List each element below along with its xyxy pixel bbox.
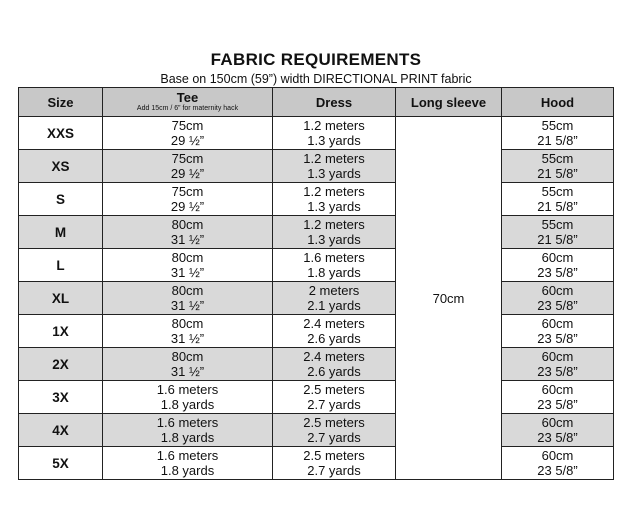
table-row <box>19 282 614 315</box>
page-title: FABRIC REQUIREMENTS <box>210 50 422 69</box>
hood-secondary: 21 5/8” <box>537 133 578 148</box>
dress-cell <box>273 216 396 249</box>
hood-secondary: 21 5/8” <box>537 232 578 247</box>
tee-secondary: 31 ½” <box>170 298 205 313</box>
hood-secondary: 23 5/8” <box>537 265 578 280</box>
table-row <box>19 117 614 150</box>
tee-cell <box>103 348 273 381</box>
hood-primary: 60cm <box>541 415 574 430</box>
dress-cell <box>273 183 396 216</box>
dress-secondary: 2.7 yards <box>307 397 361 412</box>
tee-secondary: 31 ½” <box>170 364 205 379</box>
dress-cell <box>273 447 396 480</box>
dress-primary: 2 meters <box>308 283 360 298</box>
dress-primary: 2.5 meters <box>303 382 365 397</box>
table-row <box>19 216 614 249</box>
dress-secondary: 1.3 yards <box>307 133 361 148</box>
table-row <box>19 348 614 381</box>
hood-primary: 60cm <box>541 250 574 265</box>
table-row <box>19 183 614 216</box>
table-row <box>19 447 614 480</box>
hood-secondary: 23 5/8” <box>537 331 578 346</box>
tee-primary: 80cm <box>171 316 204 331</box>
tee-secondary: 29 ½” <box>170 133 205 148</box>
table-row <box>19 381 614 414</box>
dress-cell <box>273 282 396 315</box>
header-tee <box>103 88 273 117</box>
tee-secondary: 1.8 yards <box>160 463 215 478</box>
hood-secondary: 23 5/8” <box>537 430 578 445</box>
hood-cell <box>502 216 614 249</box>
hood-secondary: 23 5/8” <box>537 298 578 313</box>
dress-secondary: 1.8 yards <box>307 265 361 280</box>
header-tee-label: Tee <box>176 90 199 105</box>
size-cell: 5X <box>19 447 103 480</box>
dress-cell <box>273 315 396 348</box>
size-cell: XXS <box>19 117 103 150</box>
dress-primary: 2.5 meters <box>303 415 365 430</box>
dress-primary: 1.6 meters <box>303 250 365 265</box>
size-cell: 4X <box>19 414 103 447</box>
header-long-sleeve: Long sleeve <box>396 88 502 117</box>
hood-cell <box>502 282 614 315</box>
tee-secondary: 31 ½” <box>170 265 205 280</box>
tee-secondary: 29 ½” <box>170 199 205 214</box>
dress-cell <box>273 150 396 183</box>
table-row <box>19 414 614 447</box>
size-cell: 3X <box>19 381 103 414</box>
hood-primary: 55cm <box>541 184 574 199</box>
table-header-row <box>19 88 614 117</box>
hood-secondary: 21 5/8” <box>537 166 578 181</box>
size-cell: 2X <box>19 348 103 381</box>
dress-primary: 2.4 meters <box>303 349 365 364</box>
tee-secondary: 29 ½” <box>170 166 205 181</box>
tee-primary: 1.6 meters <box>156 448 219 463</box>
hood-secondary: 23 5/8” <box>537 364 578 379</box>
dress-primary: 1.2 meters <box>303 217 365 232</box>
page-subtitle: Base on 150cm (59”) width DIRECTIONAL PRINT fabric <box>160 72 472 86</box>
tee-cell <box>103 447 273 480</box>
tee-cell <box>103 117 273 150</box>
tee-secondary: 31 ½” <box>170 331 205 346</box>
fabric-requirements-table <box>18 87 614 480</box>
tee-primary: 80cm <box>171 217 204 232</box>
dress-secondary: 2.7 yards <box>307 463 361 478</box>
dress-secondary: 1.3 yards <box>307 199 361 214</box>
hood-cell <box>502 414 614 447</box>
dress-secondary: 2.7 yards <box>307 430 361 445</box>
hood-cell <box>502 183 614 216</box>
tee-secondary: 1.8 yards <box>160 397 215 412</box>
dress-primary: 1.2 meters <box>303 151 365 166</box>
size-cell: XS <box>19 150 103 183</box>
hood-secondary: 23 5/8” <box>537 463 578 478</box>
hood-primary: 55cm <box>541 118 574 133</box>
size-cell: L <box>19 249 103 282</box>
table-row <box>19 315 614 348</box>
size-cell: S <box>19 183 103 216</box>
size-cell: M <box>19 216 103 249</box>
hood-primary: 60cm <box>541 283 574 298</box>
hood-cell <box>502 447 614 480</box>
tee-cell <box>103 249 273 282</box>
tee-cell <box>103 282 273 315</box>
hood-cell <box>502 249 614 282</box>
tee-primary: 75cm <box>171 118 204 133</box>
size-cell: XL <box>19 282 103 315</box>
tee-cell <box>103 150 273 183</box>
dress-cell <box>273 414 396 447</box>
table-row <box>19 150 614 183</box>
tee-primary: 75cm <box>171 151 204 166</box>
hood-primary: 60cm <box>541 349 574 364</box>
hood-primary: 55cm <box>541 217 574 232</box>
header-size: Size <box>19 88 103 117</box>
tee-cell <box>103 414 273 447</box>
dress-secondary: 1.3 yards <box>307 166 361 181</box>
tee-cell <box>103 381 273 414</box>
tee-cell <box>103 216 273 249</box>
table-row <box>19 249 614 282</box>
header-hood: Hood <box>502 88 614 117</box>
tee-primary: 1.6 meters <box>156 382 219 397</box>
long-sleeve-cell: 70cm <box>396 117 502 480</box>
hood-cell <box>502 381 614 414</box>
hood-primary: 55cm <box>541 151 574 166</box>
tee-primary: 80cm <box>171 250 204 265</box>
dress-cell <box>273 117 396 150</box>
hood-cell <box>502 150 614 183</box>
hood-cell <box>502 348 614 381</box>
tee-secondary: 1.8 yards <box>160 430 215 445</box>
size-cell: 1X <box>19 315 103 348</box>
dress-secondary: 2.6 yards <box>307 331 361 346</box>
dress-primary: 1.2 meters <box>303 118 365 133</box>
hood-cell <box>502 315 614 348</box>
hood-secondary: 21 5/8” <box>537 199 578 214</box>
tee-cell <box>103 315 273 348</box>
dress-secondary: 1.3 yards <box>307 232 361 247</box>
dress-cell <box>273 348 396 381</box>
hood-secondary: 23 5/8” <box>537 397 578 412</box>
hood-cell <box>502 117 614 150</box>
hood-primary: 60cm <box>541 316 574 331</box>
dress-secondary: 2.6 yards <box>307 364 361 379</box>
dress-primary: 2.5 meters <box>303 448 365 463</box>
tee-primary: 75cm <box>171 184 204 199</box>
tee-secondary: 31 ½” <box>170 232 205 247</box>
dress-secondary: 2.1 yards <box>307 298 361 313</box>
dress-primary: 2.4 meters <box>303 316 365 331</box>
tee-cell <box>103 183 273 216</box>
header-dress: Dress <box>273 88 396 117</box>
tee-primary: 80cm <box>171 349 204 364</box>
dress-primary: 1.2 meters <box>303 184 365 199</box>
tee-primary: 1.6 meters <box>156 415 219 430</box>
dress-cell <box>273 381 396 414</box>
hood-primary: 60cm <box>541 382 574 397</box>
hood-primary: 60cm <box>541 448 574 463</box>
dress-cell <box>273 249 396 282</box>
header-tee-note: Add 15cm / 6” for maternity hack <box>136 105 239 112</box>
tee-primary: 80cm <box>171 283 204 298</box>
